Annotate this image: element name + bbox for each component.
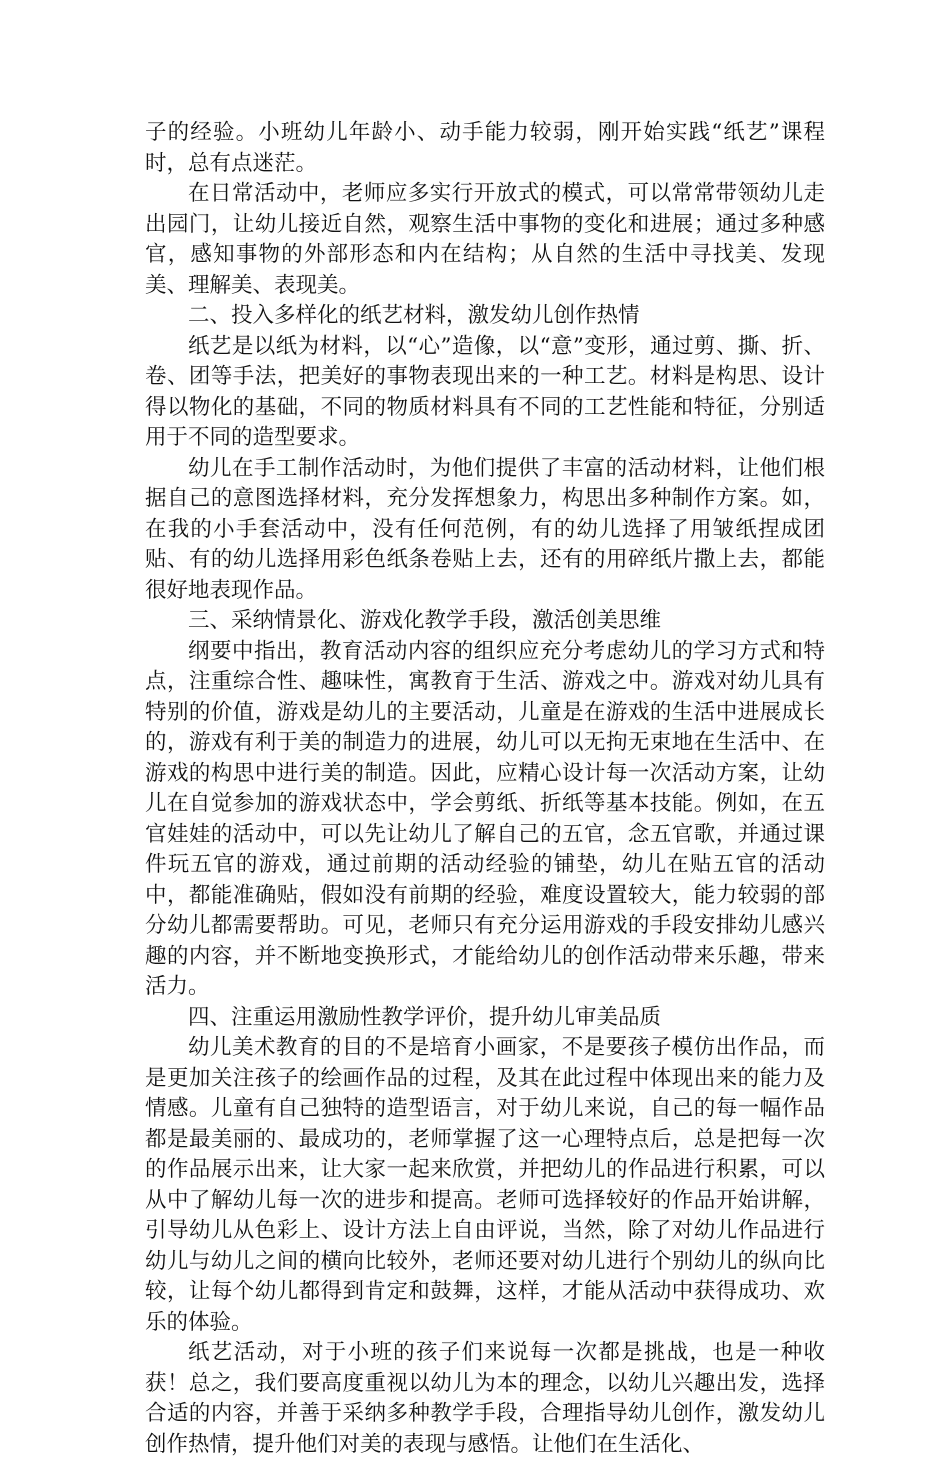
body-paragraph: 在日常活动中，老师应多实行开放式的模式，可以常常带领幼儿走出园门，让幼儿接近自然，观察生活中事物的变化和进展；通过多种感官，感知事物的外部形态和内在结构；从自然的生活中寻找美、发现美、理解美、表现美。 — [145, 181, 825, 298]
document-page — [145, 118, 825, 1460]
body-paragraph: 纸艺是以纸为材料，以“心”造像，以“意”变形，通过剪、撕、折、卷、团等手法，把美好的事物表现出来的一种工艺。材料是构思、设计得以物化的基础，不同的物质材料具有不同的工艺性能和特征，分别适用于不同的造型要求。 — [145, 333, 825, 450]
section-heading: 三、采纳情景化、游戏化教学手段，激活创美思维 — [188, 608, 662, 633]
body-paragraph: 纸艺活动，对于小班的孩子们来说每一次都是挑战，也是一种收获！总之，我们要高度重视以幼儿为本的理念，以幼儿兴趣出发，选择合适的内容，并善于采纳多种教学手段，合理指导幼儿创作，激发幼儿创作热情，提升他们对美的表现与感悟。让他们在生活化、 — [145, 1340, 825, 1457]
body-paragraph: 子的经验。小班幼儿年龄小、动手能力较弱，刚开始实践“纸艺”课程时，总有点迷茫。 — [145, 120, 825, 176]
section-heading: 二、投入多样化的纸艺材料，激发幼儿创作热情 — [188, 303, 640, 328]
body-paragraph: 幼儿美术教育的目的不是培育小画家，不是要孩子模仿出作品，而是更加关注孩子的绘画作品的过程，及其在此过程中体现出来的能力及情感。儿童有自己独特的造型语言，对于幼儿来说，自己的每一幅作品都是最美丽的、最成功的，老师掌握了这一心理特点后，总是把每一次的作品展示出来，让大家一起来欣赏，并把幼儿的作品进行积累，可以从中了解幼儿每一次的进步和提高。老师可选择较好的作品开始讲解，引导幼儿从色彩上、设计方法上自由评说，当然，除了对幼儿作品进行幼儿与幼儿之间的横向比较外，老师还要对幼儿进行个别幼儿的纵向比较，让每个幼儿都得到肯定和鼓舞，这样，才能从活动中获得成功、欢乐的体验。 — [145, 1035, 825, 1335]
section-heading: 四、注重运用激励性教学评价，提升幼儿审美品质 — [188, 1004, 662, 1030]
body-paragraph: 纲要中指出，教育活动内容的组织应充分考虑幼儿的学习方式和特点，注重综合性、趣味性，寓教育于生活、游戏之中。游戏对幼儿具有特别的价值，游戏是幼儿的主要活动，儿童是在游戏的生活中进展成长的，游戏有利于美的制造力的进展，幼儿可以无拘无束地在生活中、在游戏的构思中进行美的制造。因此，应精心设计每一次活动方案，让幼儿在自觉参加的游戏状态中，学会剪纸、折纸等基本技能。例如，在五官娃娃的活动中，可以先让幼儿了解自己的五官，念五官歌，并通过课件玩五官的游戏，通过前期的活动经验的铺垫，幼儿在贴五官的活动中，都能准确贴，假如没有前期的经验，难度设置较大，能力较弱的部分幼儿都需要帮助。可见，老师只有充分运用游戏的手段安排幼儿感兴趣的内容，并不断地变换形式，才能给幼儿的创作活动带来乐趣，带来活力。 — [145, 638, 825, 999]
body-paragraph: 幼儿在手工制作活动时，为他们提供了丰富的活动材料，让他们根据自己的意图选择材料，充分发挥想象力，构思出多种制作方案。如，在我的小手套活动中，没有任何范例，有的幼儿选择了用皱纸捏成团贴、有的幼儿选择用彩色纸条卷贴上去，还有的用碎纸片撒上去，都能很好地表现作品。 — [145, 455, 825, 603]
